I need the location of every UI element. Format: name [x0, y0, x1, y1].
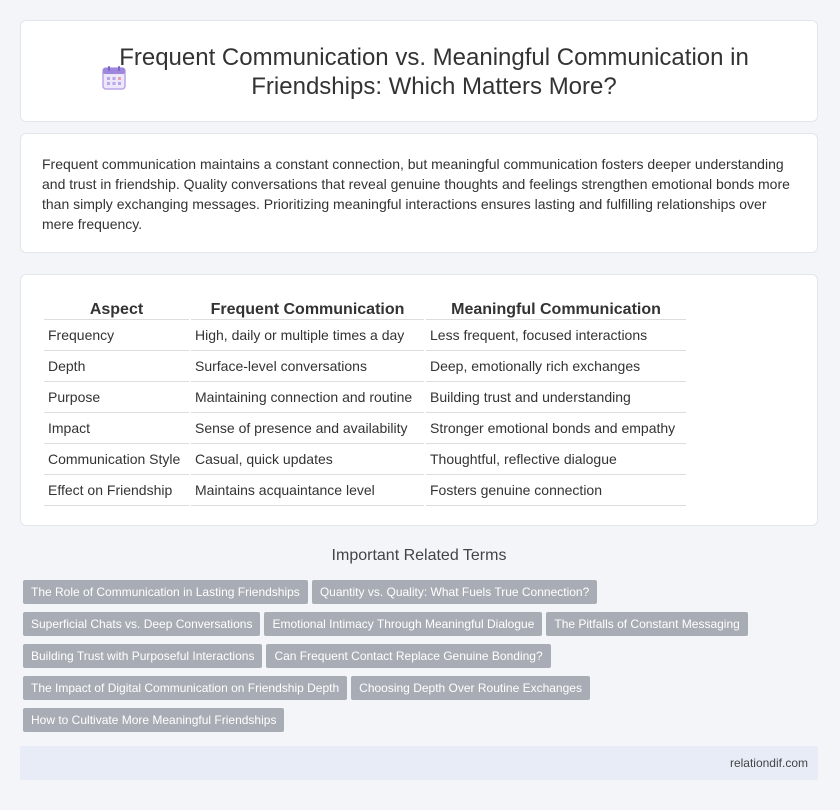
table-cell: Purpose — [44, 382, 189, 413]
comparison-card — [20, 274, 818, 526]
summary-text: Frequent communication maintains a constant connection, but meaningful communication fosters deeper understanding and trust in friendship. Quality conversations that reveal genuine thoughts and feelings strengthen emotional bonds more than simply exchanging messages. Prioritizing meaningful interactions ensures lasting and fulfilling relationships over mere frequency. — [42, 156, 790, 232]
table-cell: Sense of presence and availability — [191, 413, 424, 444]
column-header-frequent: Frequent Communication — [191, 295, 424, 320]
related-terms-heading: Important Related Terms — [331, 547, 507, 564]
table-cell: Impact — [44, 413, 189, 444]
column-header-meaningful: Meaningful Communication — [426, 295, 686, 320]
table-cell: Depth — [44, 351, 189, 382]
header-card — [20, 20, 818, 122]
footer-bar — [20, 746, 818, 780]
related-terms-list — [23, 580, 803, 740]
table-cell: Deep, emotionally rich exchanges — [426, 351, 686, 382]
table-cell: Fosters genuine connection — [426, 475, 686, 506]
table-cell: Maintaining connection and routine — [191, 382, 424, 413]
table-cell: Communication Style — [44, 444, 189, 475]
table-row — [44, 413, 686, 444]
related-term-tag[interactable]: The Impact of Digital Communication on Friendship Depth — [23, 676, 347, 700]
table-cell: Maintains acquaintance level — [191, 475, 424, 506]
related-term-tag[interactable]: Building Trust with Purposeful Interactions — [23, 644, 262, 668]
table-row — [44, 320, 686, 351]
related-term-tag[interactable]: Superficial Chats vs. Deep Conversations — [23, 612, 260, 636]
related-term-tag[interactable]: Choosing Depth Over Routine Exchanges — [351, 676, 590, 700]
table-row — [44, 444, 686, 475]
related-term-tag[interactable]: Quantity vs. Quality: What Fuels True Connection? — [312, 580, 597, 604]
related-term-tag[interactable]: The Role of Communication in Lasting Friendships — [23, 580, 308, 604]
table-cell: Stronger emotional bonds and empathy — [426, 413, 686, 444]
table-cell: Less frequent, focused interactions — [426, 320, 686, 351]
table-header-row — [44, 295, 686, 320]
table-row — [44, 382, 686, 413]
table-row — [44, 351, 686, 382]
footer-site-name[interactable]: relationdif.com — [729, 756, 808, 770]
related-term-tag[interactable]: The Pitfalls of Constant Messaging — [546, 612, 747, 636]
related-term-tag[interactable]: Emotional Intimacy Through Meaningful Dialogue — [264, 612, 542, 636]
related-term-tag[interactable]: How to Cultivate More Meaningful Friendships — [23, 708, 284, 732]
table-cell: Thoughtful, reflective dialogue — [426, 444, 686, 475]
table-cell: High, daily or multiple times a day — [191, 320, 424, 351]
related-term-tag[interactable]: Can Frequent Contact Replace Genuine Bonding? — [266, 644, 550, 668]
table-cell: Effect on Friendship — [44, 475, 189, 506]
table-cell: Casual, quick updates — [191, 444, 424, 475]
table-cell: Frequency — [44, 320, 189, 351]
page-title: Frequent Communication vs. Meaningful Communication in Friendships: Which Matters More? — [119, 44, 749, 100]
table-cell: Building trust and understanding — [426, 382, 686, 413]
column-header-aspect: Aspect — [44, 295, 189, 320]
table-cell: Surface-level conversations — [191, 351, 424, 382]
summary-card — [20, 133, 818, 253]
comparison-table — [42, 295, 688, 506]
table-row — [44, 475, 686, 506]
